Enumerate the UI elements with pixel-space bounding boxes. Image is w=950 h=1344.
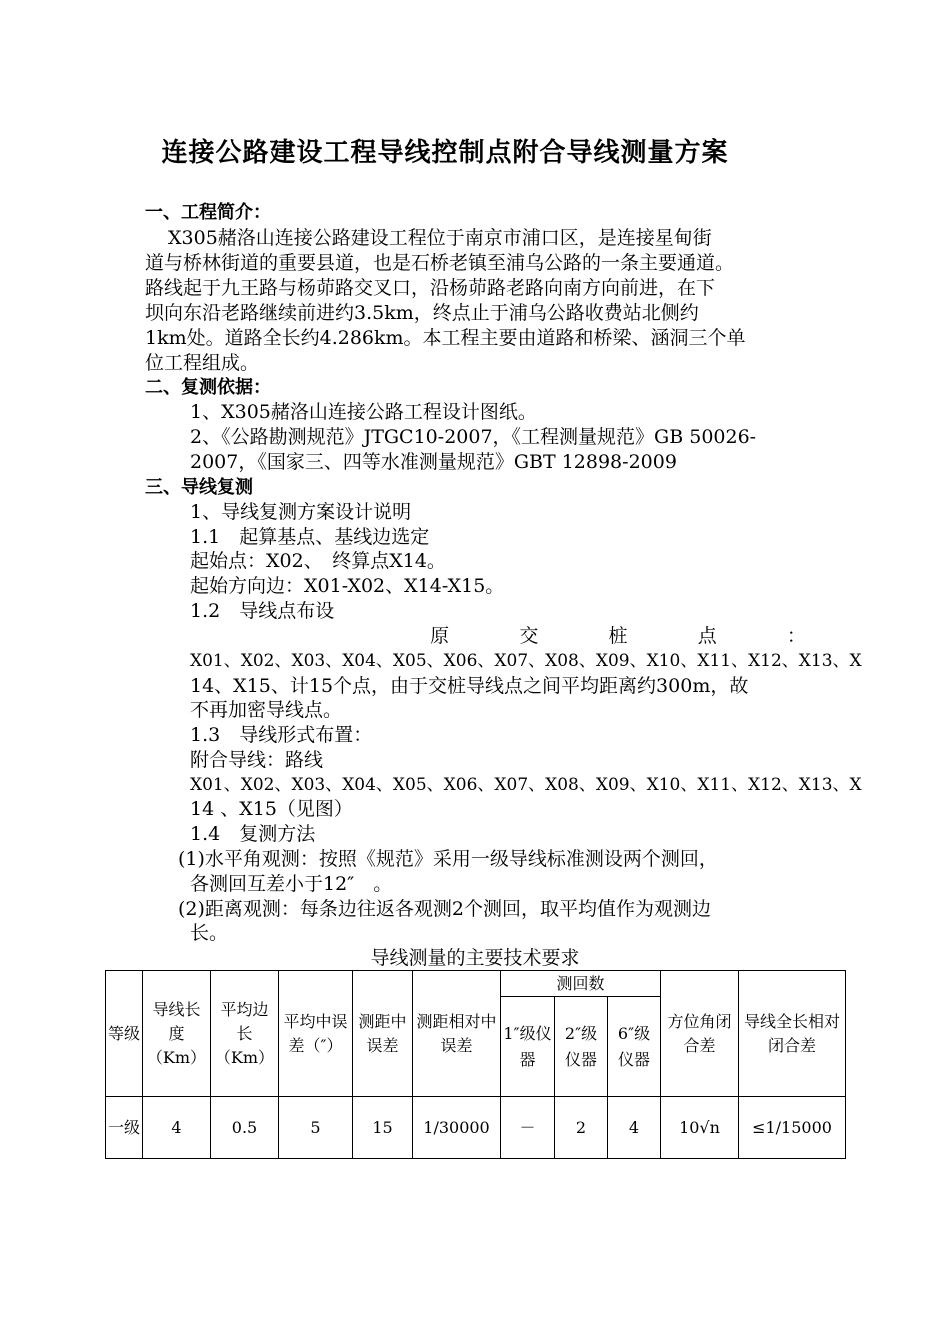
section3-line: 1.4 复测方法 — [190, 823, 316, 845]
section2-item: 2、《公路勘测规范》JTGC10-2007，《工程测量规范》GB 50026- — [190, 426, 757, 448]
spread-justified-line — [190, 624, 806, 649]
cell-instrument-2: 2 — [555, 1097, 608, 1159]
section3-line: 1、导线复测方案设计说明 — [190, 501, 412, 523]
section3-line: 1.2 导线点布设 — [190, 600, 335, 622]
section3-line: 起始方向边：X01-X02、X14-X15。 — [190, 575, 505, 597]
cell-length: 4 — [143, 1097, 211, 1159]
section3-line: X01、X02、X03、X04、X05、X06、X07、X08、X09、X10、X11、X12、X13、X — [190, 651, 862, 671]
cell-instrument-6: 4 — [608, 1097, 661, 1159]
cell-relative-error: 1/30000 — [413, 1097, 501, 1159]
spread-char: 桩 — [608, 625, 628, 647]
tech-requirements-table — [105, 970, 846, 1159]
header-total-relative: 导线全长相对闭合差 — [739, 971, 846, 1097]
section3-line: 长。 — [190, 922, 229, 944]
cell-error: 5 — [279, 1097, 353, 1159]
section1-text-line: 1km处。道路全长约4.286km。本工程主要由道路和桥梁、涵洞三个单 — [145, 327, 746, 349]
cell-distance-error: 15 — [353, 1097, 413, 1159]
header-avg-error: 平均中误差（″） — [279, 971, 353, 1097]
section1-heading: 一、工程简介： — [145, 202, 271, 223]
section3-heading: 三、导线复测 — [145, 477, 253, 498]
section3-line: 1.1 起算基点、基线边选定 — [190, 526, 430, 548]
header-instrument-6: 6″级仪器 — [608, 997, 661, 1097]
section2-item: 1、X305赭洛山连接公路工程设计图纸。 — [190, 401, 537, 423]
section1-text-line: 坝向东沿老路继续前进约3.5km，终点止于浦乌公路收费站北侧约 — [145, 302, 699, 324]
section3-line: X01、X02、X03、X04、X05、X06、X07、X08、X09、X10、X11、X12、X13、X — [190, 775, 862, 795]
spread-char: 原 — [430, 625, 450, 647]
header-relative-error: 测距相对中误差 — [413, 971, 501, 1097]
section3-line: 14 、X15（见图） — [190, 798, 353, 820]
header-traverse-length: 导线长度（Km） — [143, 971, 211, 1097]
section1-text-line: 位工程组成。 — [145, 352, 260, 374]
section3-line: 各测回互差小于12″ 。 — [190, 873, 393, 895]
section1-text-line: 道与桥林街道的重要县道，也是石桥老镇至浦乌公路的一条主要通道。 — [145, 252, 735, 274]
section1-text-line: X305赭洛山连接公路建设工程位于南京市浦口区，是连接星甸街 — [168, 227, 712, 249]
section3-line: 起始点：X02、 终算点X14。 — [190, 550, 446, 572]
section2-item: 2007，《国家三、四等水准测量规范》GBT 12898-2009 — [190, 451, 677, 473]
section1-text-line: 路线起于九王路与杨茆路交叉口，沿杨茆路老路向南方向前进，在下 — [145, 277, 716, 299]
header-rounds: 测回数 — [501, 971, 661, 997]
cell-instrument-1: － — [501, 1097, 555, 1159]
cell-grade: 一级 — [106, 1097, 143, 1159]
table-caption: 导线测量的主要技术要求 — [370, 947, 580, 969]
header-avg-edge: 平均边长（Km） — [211, 971, 279, 1097]
cell-edge: 0.5 — [211, 1097, 279, 1159]
header-azimuth: 方位角闭合差 — [661, 971, 739, 1097]
cell-total-relative: ≤1/15000 — [739, 1097, 846, 1159]
spread-char: ： — [786, 625, 806, 647]
header-instrument-2: 2″级仪器 — [555, 997, 608, 1097]
header-grade: 等级 — [106, 971, 143, 1097]
section3-line: 附合导线：路线 — [190, 749, 324, 771]
section3-line: 1.3 导线形式布置： — [190, 724, 373, 746]
section3-line: 不再加密导线点。 — [190, 699, 343, 721]
cell-azimuth: 10√n — [661, 1097, 739, 1159]
spread-char: 交 — [519, 625, 539, 647]
header-instrument-1: 1″级仪器 — [501, 997, 555, 1097]
document-title: 连接公路建设工程导线控制点附合导线测量方案 — [161, 138, 729, 168]
section3-line: 14、X15、计15个点，由于交桩导线点之间平均距离约300m，故 — [190, 675, 749, 697]
section3-line: (1)水平角观测：按照《规范》采用一级导线标准测设两个测回， — [178, 848, 718, 870]
section3-line: (2)距离观测：每条边往返各观测2个测回，取平均值作为观测边 — [178, 898, 712, 920]
header-distance-error: 测距中误差 — [353, 971, 413, 1097]
table-row — [106, 1097, 846, 1159]
spread-char: 点 — [697, 625, 717, 647]
section2-heading: 二、复测依据： — [145, 377, 271, 398]
